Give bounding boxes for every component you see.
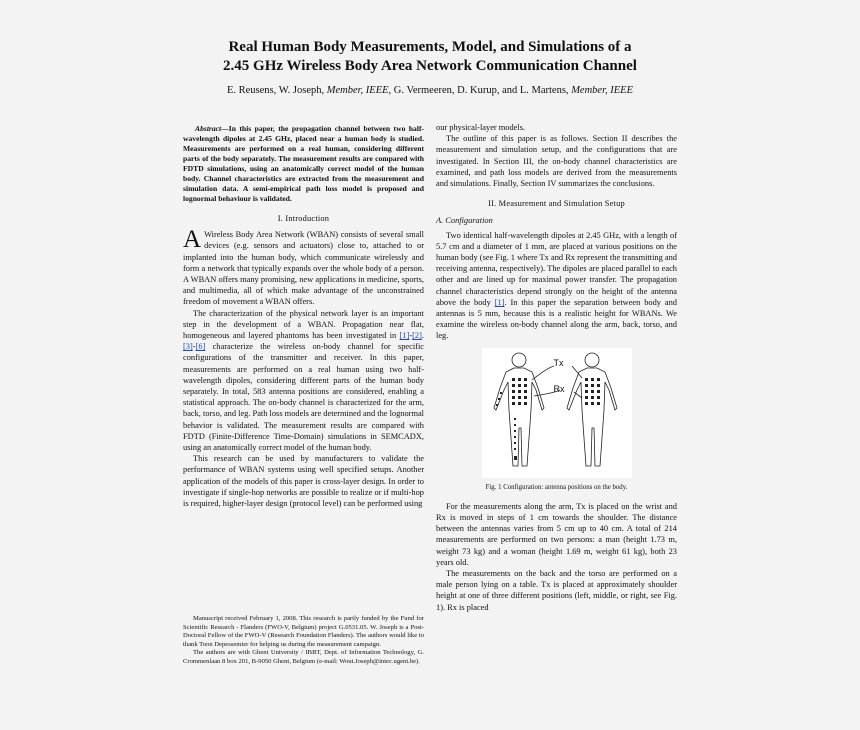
intro-paragraph-3: This research can be used by manufacturers to validate the performance of WBAN systems using well specified setups. Another application of the models of this paper is cross-layer design. In order to investigate if single-hop networks are possible to realize or if multi-hop is required, higher-layer design (protocol level) can be performed using bbox=[183, 454, 424, 509]
paper-title bbox=[0, 38, 860, 76]
config-paragraph-1 bbox=[436, 230, 677, 342]
footnote-2: The authors are with Ghent University / IBBT, Dept. of Information Technology, G. Crommenlaan 8 box 201, B-9050 Ghent, Belgium (e-mail: Wout.Joseph@intec.ugent.be). bbox=[183, 649, 424, 665]
intro-p1-text: Wireless Body Area Network (WBAN) consists of several small devices (e.g. sensors and actuators) close to, attached to or implanted into the human body, which communicate wirelessly and form a network that typically expands over the whole body of a person. A WBAN offers many promising, new applications in medicine, sports, and multimedia, all of which make advantage of the unconstrained freedom of movement a WBAN offers. bbox=[183, 230, 424, 307]
title-line-2: 2.45 GHz Wireless Body Area Network Communication Channel bbox=[223, 58, 637, 74]
figure-1 bbox=[482, 348, 632, 478]
title-line-1: Real Human Body Measurements, Model, and Simulations of a bbox=[228, 39, 632, 55]
member-affil-1: Member, IEEE bbox=[326, 85, 389, 96]
intro-p2-text-c: . bbox=[421, 331, 424, 341]
intro-p2-text-d: - bbox=[192, 342, 196, 352]
left-column bbox=[183, 124, 424, 509]
outline-paragraph: The outline of this paper is as follows. Section II describes the measurement and simulation setup, and the configurations that are investigated. In Section III, the on-body channel characteristics are examined, and path loss models are derived from the measurements and simulations. Finally, Section IV summarizes the conclusions. bbox=[436, 134, 677, 189]
citation-link-1[interactable]: [1] bbox=[399, 331, 410, 341]
footnote-1: Manuscript received February 1, 2008. This research is partly funded by the Fund for Scientific Research - Flanders (FWO-V, Belgium) project G.0531.05. W. Joseph is a Post-Doctoral Fellow of the FWO-V (Research Foundation Flanders). The authors would like to thank Toon Depessemier for helping us during the measurement campaign. bbox=[183, 615, 424, 648]
intro-p2-text-a: The characterization of the physical network layer is an important step in the development of a WBAN. Propagation near flat, homogeneous and layered phantoms has been investigated in bbox=[183, 308, 424, 341]
abstract-label: Abstract bbox=[195, 124, 222, 133]
abstract-text: —In this paper, the propagation channel between two half-wavelength dipoles at 2.45 GHz, placed near a human body is studied. Measurements are performed on a real human, considering different parts of the body separately. The measurement results are compared with FDTD simulations, using an anatomically correct model of the human body. Channel characteristics are extracted from the measurement and simulation data. A semi-empirical path loss model is proposed and lognormal behaviour is validated. bbox=[183, 124, 424, 203]
author-line bbox=[0, 85, 860, 96]
right-paragraph-0: our physical-layer models. bbox=[436, 123, 526, 132]
section-2-heading: II. Measurement and Simulation Setup bbox=[488, 199, 625, 209]
authors-part-1: E. Reusens, W. Joseph, bbox=[226, 85, 327, 96]
footnotes bbox=[183, 615, 424, 667]
citation-link-1b[interactable]: [1] bbox=[494, 297, 505, 307]
config-p1-text-b: . In this paper the separation between body and antennas is 5 mm, because this is a realistic height for WBANs. We examine the wireless on-body channel along the arm, back, torso, and leg. bbox=[436, 297, 677, 341]
section-1-heading: I. Introduction bbox=[277, 214, 330, 223]
citation-link-2[interactable]: [2] bbox=[412, 331, 422, 341]
authors-part-2: , G. Vermeeren, D. Kurup, and L. Martens, bbox=[388, 85, 572, 96]
config-paragraph-3: The measurements on the back and the torso are performed on a male person lying on a table. Tx is placed at approximately shoulder height at one of three different positions (left, middle, or right, see Fig. 1). Rx is placed bbox=[436, 569, 677, 612]
figure-1-caption: Fig. 1 Configuration: antenna positions on the body. bbox=[485, 483, 628, 491]
subsection-a-heading: A. Configuration bbox=[436, 216, 493, 226]
config-paragraph-2: For the measurements along the arm, Tx is placed on the wrist and Rx is moved in steps of 1 cm towards the shoulder. The distance between the antennas varies from 5 cm up to 40 cm. A total of 214 measurements are performed on two persons: a man (height 1.73 m, weight 73 kg) and a woman (height 1.69 m, weight 61 kg), both 23 years old. bbox=[436, 501, 677, 567]
citation-link-6[interactable]: [6] bbox=[195, 342, 206, 352]
abstract bbox=[183, 124, 424, 204]
intro-p2-text-b: - bbox=[409, 331, 413, 341]
intro-paragraph-1 bbox=[183, 226, 424, 307]
intro-p2-text-e: characterize the wireless on-body channel for specific configurations of the transmitter and receiver. In this paper, measurements are performed on a real human using two half-wavelength dipoles, considering different parts of the human body separately. In total, 583 antenna positions are considered, enabling a statistical approach. The on-body channel is characterized for the arm, back, torso, and leg. Path loss models are determined and the lognormal behavior is validated. The measurement results are compared with FDTD (Finite-Difference Time-Domain) simulations in SEMCADX, using an anatomically correct model of the human body. bbox=[183, 342, 424, 453]
citation-link-3[interactable]: [3] bbox=[183, 342, 193, 352]
member-affil-2: Member, IEEE bbox=[571, 85, 633, 96]
figure-label-rx: Rx bbox=[553, 383, 565, 394]
drop-cap: A bbox=[183, 226, 202, 254]
intro-paragraph-2 bbox=[183, 308, 424, 454]
right-column bbox=[436, 122, 677, 613]
config-p1-text-a: Two identical half-wavelength dipoles at 2.45 GHz, with a length of 5.7 cm and a diameter of 1 mm, are placed at various positions on the human body (see Fig. 1 where Tx and Rx represent the transmitting and receiving antenna, respectively). The dipoles are placed parallel to each other and are lined up for maximal power transfer. The propagation channel characteristics depend strongly on the height of the antenna above the body bbox=[436, 230, 677, 307]
figure-label-tx: Tx bbox=[553, 357, 564, 368]
